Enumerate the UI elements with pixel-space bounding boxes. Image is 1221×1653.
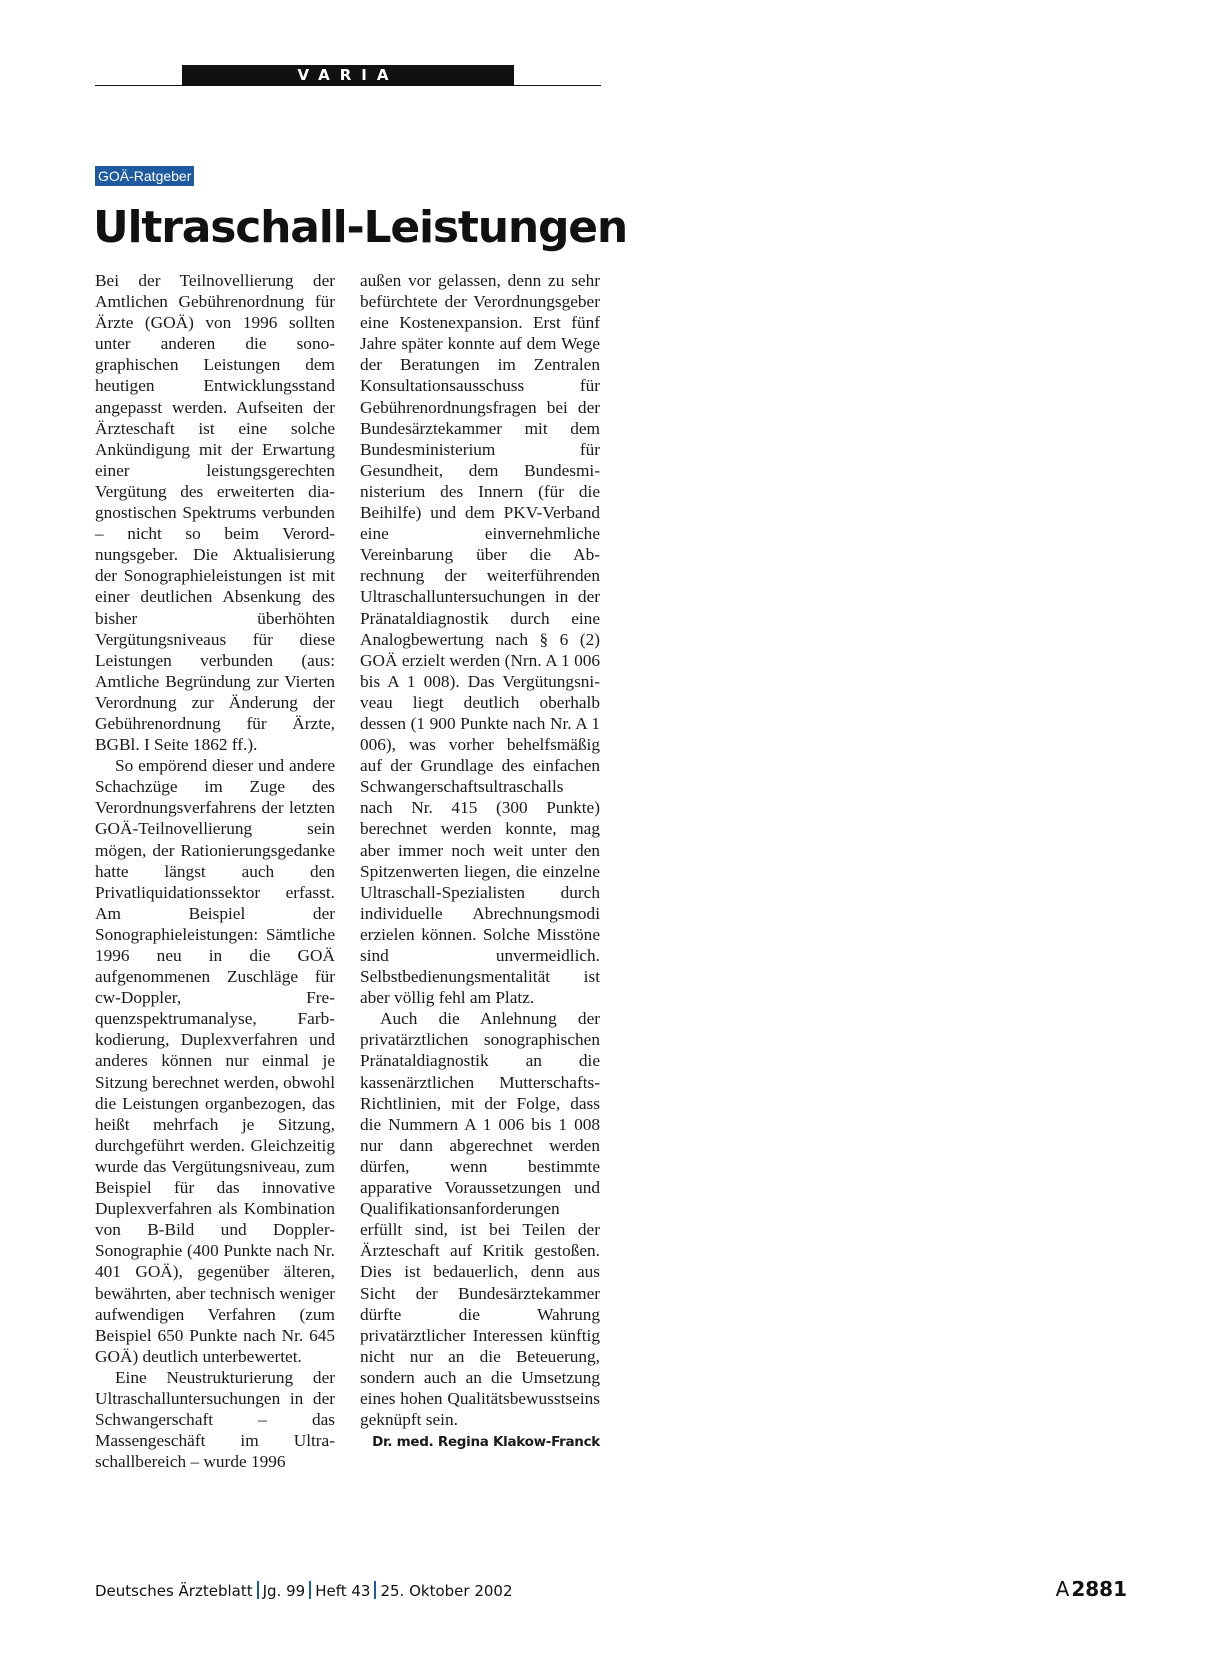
paragraph-3: Eine Neustrukturierung der Ultraschalluntersuchungen in der Schwangerschaft – das Massengeschäft im Ultraschallbereich – wurde 1996 xyxy=(95,1367,335,1472)
section-header-bar: VARIA xyxy=(182,65,514,85)
page-footer xyxy=(95,1580,513,1602)
footer-journal: Deutsches Ärzteblatt xyxy=(95,1582,253,1600)
rubric-label: GOÄ-Ratgeber xyxy=(95,166,194,186)
paragraph-2: So empörend dieser und andere Schachzüge im Zuge des Verordnungsverfahrens der letzten GOÄ-Teilnovellierung sein mögen, der Rationierungsgedanke hatte längst auch den Privatliquidationssektor erfasst. Am Beispiel der Sonographieleistungen: Sämtliche 1996 neu in die GOÄ aufgenommenen Zuschläge für cw-Doppler, Frequenzspektrumanalyse, Farbkodierung, Duplexverfahren und anderes können nur einmal je Sitzung berechnet werden, obwohl die Leistungen organbezogen, das heißt mehrfach je Sitzung, durchgeführt werden. Gleichzeitig wurde das Vergütungsniveau, zum Beispiel für das innovative Duplexverfahren als Kombination von B-Bild und Doppler-Sonographie (400 Punkte nach Nr. 401 GOÄ), gegenüber älteren, bewährten, aber technisch weniger aufwendigen Verfahren (zum Beispiel 650 Punkte nach Nr. 645 GOÄ) deutlich unterbewertet. xyxy=(95,756,335,1366)
article-title: Ultraschall-Leistungen xyxy=(93,202,628,253)
footer-separator xyxy=(309,1581,311,1599)
text-column-left xyxy=(95,270,335,1472)
author-signature: Dr. med. Regina Klakow-Franck xyxy=(372,1434,600,1451)
paragraph-1: Bei der Teilnovellierung der Amtlichen Gebührenordnung für Ärzte (GOÄ) von 1996 sollten unter anderen die sonographischen Leistungen dem heutigen Entwicklungsstand angepasst werden. Aufseiten der Ärzteschaft ist eine solche Ankündigung mit der Erwartung einer leistungsgerechten Vergütung des erweiterten diagnostischen Spektrums verbunden – nicht so beim Verordnungsgeber. Die Aktualisierung der Sonographieleistungen ist mit einer deutlichen Absenkung des bisher überhöhten Vergütungsniveaus für diese Leistungen verbunden (aus: Amtliche Begründung zur Vierten Verordnung zur Änderung der Gebührenordnung für Ärzte, BGBl. I Seite 1862 ff.). xyxy=(95,271,335,755)
footer-issue: Heft 43 xyxy=(315,1582,371,1600)
footer-date: 25. Oktober 2002 xyxy=(380,1582,513,1600)
page-prefix: A xyxy=(1055,1577,1070,1601)
text-column-right xyxy=(360,270,600,1453)
footer-volume: Jg. 99 xyxy=(262,1582,306,1600)
paragraph-3-continued: außen vor gelassen, denn zu sehr befürchtete der Verordnungsgeber eine Kostenexpansion. Erst fünf Jahre später konnte auf dem Wege der Beratungen im Zentralen Konsultationsausschuss für Gebührenordnungsfragen bei der Bundesärztekammer mit dem Bundesministerium für Gesundheit, dem Bundesministerium des Innern (für die Beihilfe) und dem PKV-Verband eine einvernehmliche Vereinbarung über die Abrechnung der weiterführenden Ultraschalluntersuchungen in der Pränataldiagnostik durch eine Analogbewertung nach § 6 (2) GOÄ erzielt werden (Nrn. A 1 006 bis A 1 008). Das Vergütungsniveau liegt deutlich oberhalb dessen (1 900 Punkte nach Nr. A 1 006), was vorher behelfsmäßig auf der Grundlage des einfachen Schwangerschaftsultraschalls nach Nr. 415 (300 Punkte) berechnet werden konnte, mag aber immer noch weit unter den Spitzenwerten liegen, die einzelne Ultraschall-Spezialisten durch individuelle Abrechnungsmodi erzielen können. Solche Misstöne sind unvermeidlich. Selbstbedienungsmentalität ist aber völlig fehl am Platz. xyxy=(360,271,600,1008)
section-header-rule xyxy=(95,85,601,86)
paragraph-4: Auch die Anlehnung der privatärztlichen sonographischen Pränataldiagnostik an die kassenärztlichen Mutterschafts-Richtlinien, mit der Folge, dass die Nummern A 1 006 bis 1 008 nur dann abgerechnet werden dürfen, wenn bestimmte apparative Voraussetzungen und Qualifikationsanforderungen erfüllt sind, ist bei Teilen der Ärzteschaft auf Kritik gestoßen. Dies ist bedauerlich, denn aus Sicht der Bundesärztekammer dürfte die Wahrung privatärztlicher Interessen künftig nicht nur an die Beteuerung, sondern auch an die Umsetzung eines hohen Qualitätsbewusstseins geknüpft sein. xyxy=(360,1009,600,1430)
footer-separator xyxy=(374,1581,376,1599)
page-number xyxy=(1056,1574,1127,1604)
page-number-value: 2881 xyxy=(1071,1577,1127,1601)
footer-separator xyxy=(257,1581,259,1599)
